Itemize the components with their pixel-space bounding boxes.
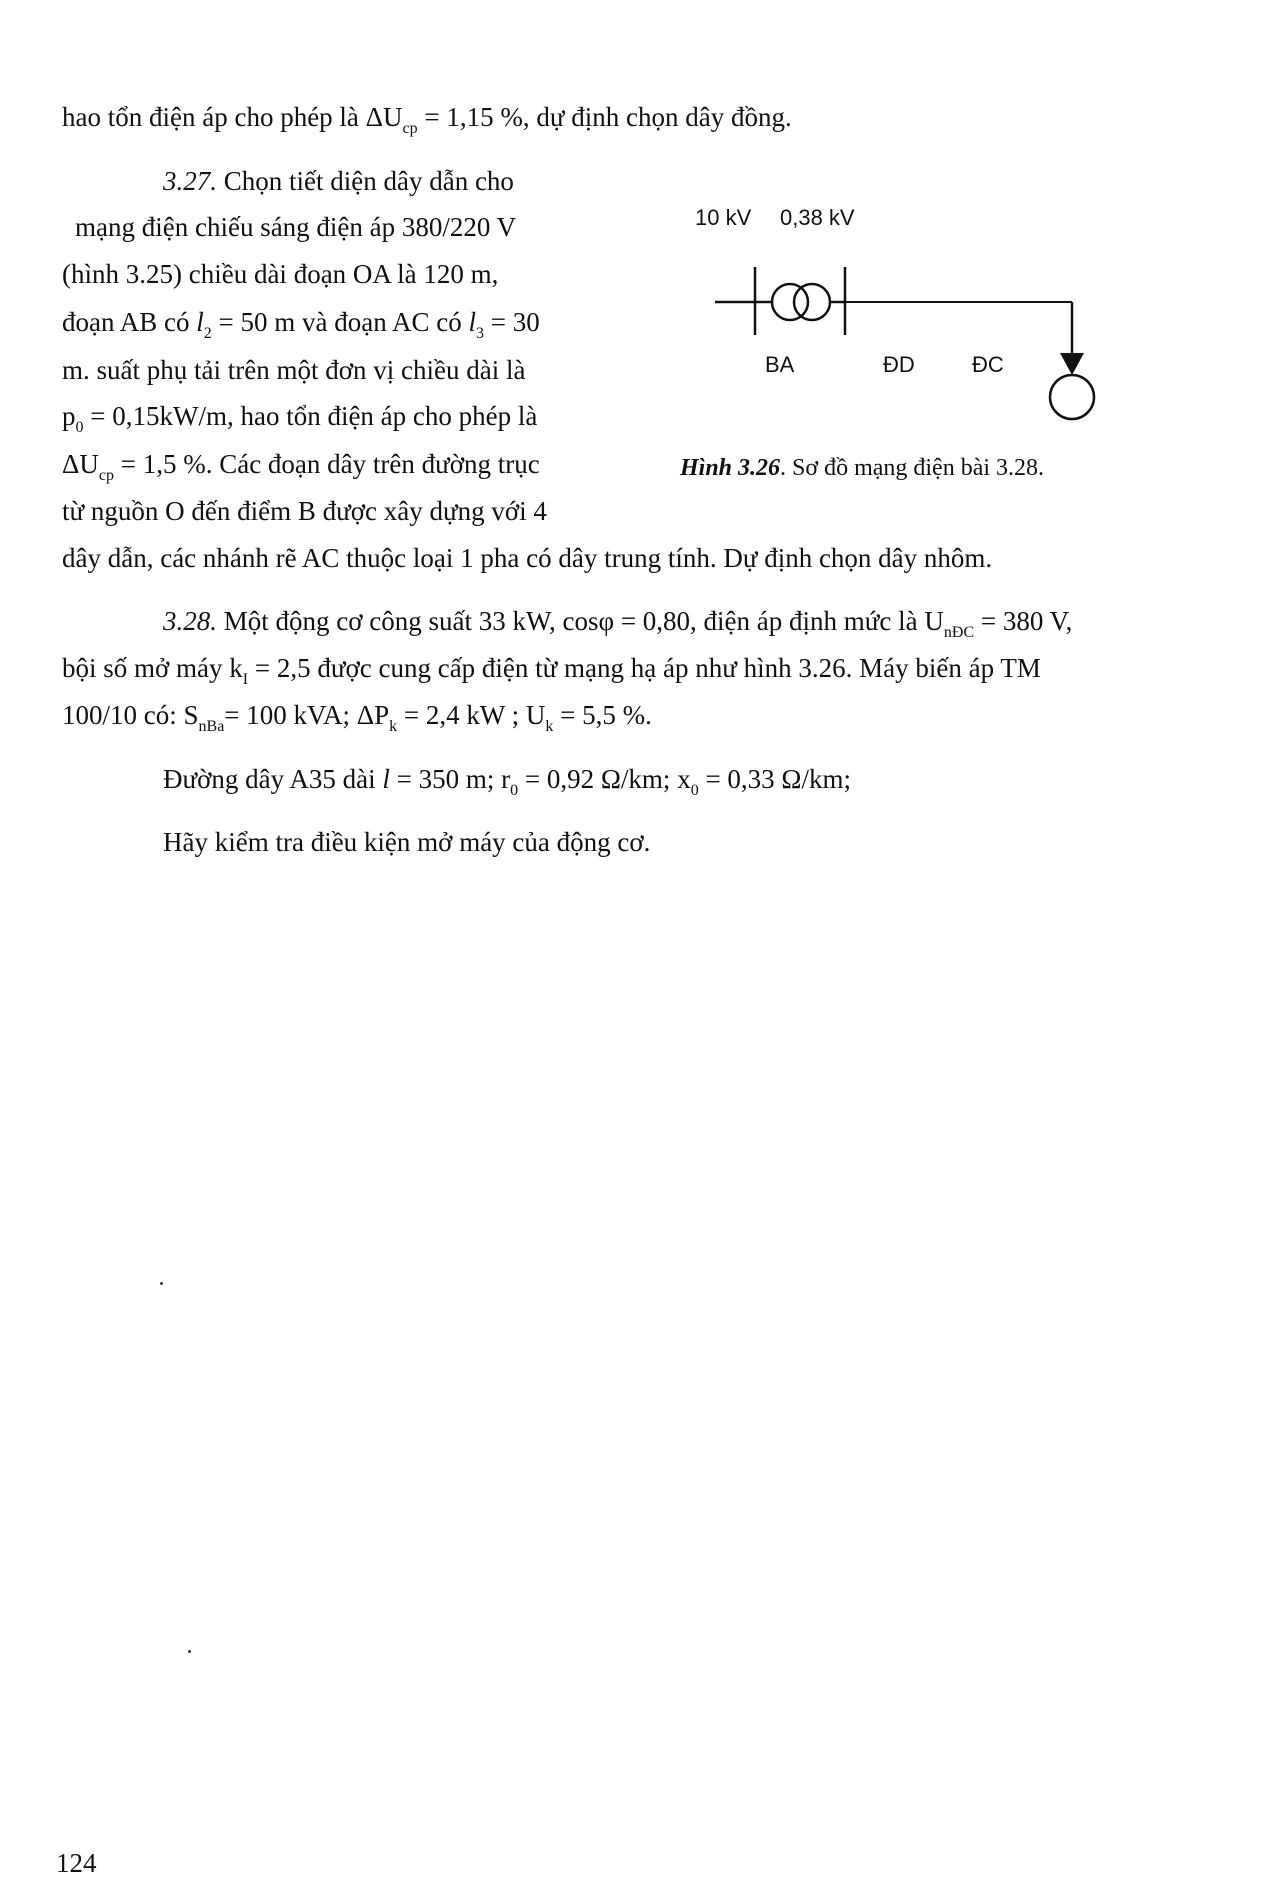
- subscript: k: [545, 718, 554, 735]
- text-run: p: [62, 401, 76, 431]
- paragraph-line: [163, 164, 514, 198]
- subscript: 3: [475, 325, 484, 342]
- text-run: = 100 kVA; ΔP: [224, 700, 390, 730]
- subscript: cp: [98, 467, 114, 484]
- paragraph-line: [62, 100, 792, 139]
- text-run: Hãy kiểm tra điều kiện mở máy của động cơ.: [163, 827, 651, 857]
- motor-icon: [1050, 375, 1094, 419]
- text-run: Chọn tiết diện dây dẫn cho: [217, 166, 514, 196]
- circuit-diagram-svg: [695, 205, 1135, 445]
- text-run: = 2,4 kW ; U: [397, 700, 546, 730]
- caption-text: . Sơ đồ mạng điện bài 3.28.: [780, 455, 1045, 481]
- scan-speck: [160, 1282, 163, 1285]
- subscript: I: [242, 671, 249, 688]
- subscript: nĐC: [943, 624, 975, 641]
- text-run: = 1,15 %, dự định chọn dây đồng.: [417, 102, 792, 132]
- text-run: = 50 m và đoạn AC có: [211, 307, 469, 337]
- label-dd: ĐD: [883, 352, 915, 377]
- page-number: 124: [56, 1848, 97, 1878]
- subscript: 0: [690, 782, 699, 799]
- text-run: mạng điện chiếu sáng điện áp 380/220 V: [75, 212, 517, 242]
- subscript: nBa: [198, 718, 225, 735]
- text-run: ΔU: [62, 449, 99, 479]
- paragraph-line: [62, 399, 537, 438]
- paragraph-line: [62, 541, 992, 575]
- text-run: hao tổn điện áp cho phép là ΔU: [62, 102, 403, 132]
- paragraph-line: [163, 604, 1072, 643]
- label-10kv: 10 kV: [695, 205, 752, 230]
- text-run: = 5,5 %.: [553, 700, 652, 730]
- paragraph-line: [62, 257, 498, 291]
- subscript: 0: [510, 782, 519, 799]
- paragraph-line: [62, 698, 652, 737]
- text-run: l: [196, 307, 204, 337]
- text-run: bội số mở máy k: [62, 653, 243, 683]
- text-run: = 0,15kW/m, hao tổn điện áp cho phép là: [83, 401, 538, 431]
- arrow-down-icon: [1060, 353, 1084, 375]
- exercise-number: 3.28.: [163, 606, 217, 636]
- text-run: = 0,92 Ω/km; x: [518, 764, 691, 794]
- caption-number: Hình 3.26: [680, 455, 781, 481]
- text-run: = 30: [483, 307, 540, 337]
- text-run: = 2,5 được cung cấp điện từ mạng hạ áp như hình 3.26. Máy biến áp TM: [248, 653, 1041, 683]
- label-dc: ĐC: [972, 352, 1004, 377]
- paragraph-line: [62, 494, 547, 528]
- text-run: từ nguồn O đến điểm B được xây dựng với 4: [62, 496, 547, 526]
- subscript: cp: [402, 120, 418, 137]
- text-run: 100/10 có: S: [62, 700, 199, 730]
- paragraph-line: [163, 762, 851, 801]
- paragraph-line: [75, 210, 516, 244]
- scan-speck: [188, 1650, 191, 1653]
- text-run: = 1,5 %. Các đoạn dây trên đường trục: [113, 449, 540, 479]
- paragraph-line: [62, 353, 525, 387]
- transformer-winding: [794, 284, 830, 320]
- subscript: 0: [75, 419, 84, 436]
- figure-caption: [680, 455, 1044, 482]
- paragraph-line: [62, 447, 540, 486]
- label-038kv: 0,38 kV: [780, 205, 855, 230]
- text-run: Đường dây A35 dài: [163, 764, 383, 794]
- paragraph-line: [62, 305, 540, 344]
- label-ba: BA: [765, 352, 795, 377]
- text-run: (hình 3.25) chiều dài đoạn OA là 120 m,: [62, 259, 499, 289]
- transformer-winding: [772, 284, 808, 320]
- text-run: m. suất phụ tải trên một đơn vị chiều dài là: [62, 355, 526, 385]
- subscript: 2: [203, 325, 212, 342]
- text-run: Một động cơ công suất 33 kW, cosφ = 0,80, điện áp định mức là U: [217, 606, 944, 636]
- text-run: dây dẫn, các nhánh rẽ AC thuộc loại 1 pha có dây trung tính. Dự định chọn dây nhôm.: [62, 543, 993, 573]
- text-run: = 0,33 Ω/km;: [698, 764, 851, 794]
- exercise-number: 3.27.: [163, 166, 217, 196]
- text-run: l: [382, 764, 390, 794]
- paragraph-line: [62, 651, 1041, 690]
- text-run: đoạn AB có: [62, 307, 197, 337]
- text-run: = 350 m; r: [389, 764, 511, 794]
- paragraph-line: [163, 825, 650, 859]
- text-run: = 380 V,: [974, 606, 1073, 636]
- text-run: l: [468, 307, 476, 337]
- subscript: k: [389, 718, 398, 735]
